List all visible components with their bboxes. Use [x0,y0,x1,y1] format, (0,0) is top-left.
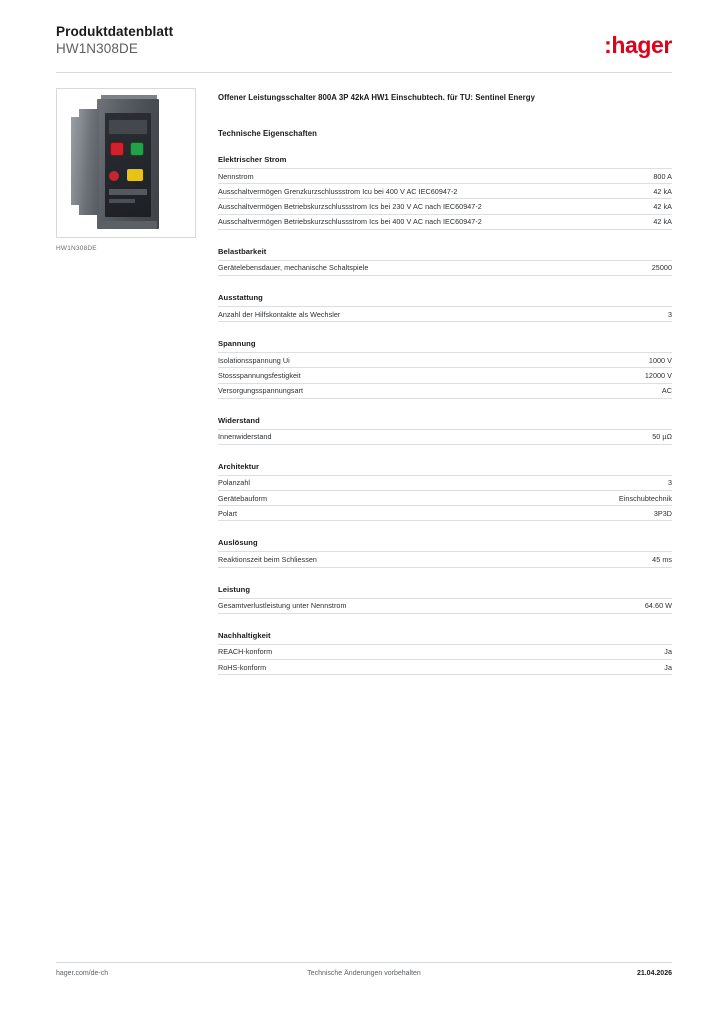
table-row [218,644,672,659]
spec-group [218,631,672,675]
spec-group [218,339,672,399]
spec-table [218,306,672,322]
spec-label: REACH-konform [218,647,273,657]
spec-value: 45 ms [652,555,672,565]
spec-label: Ausschaltvermögen Grenzkurzschlussstrom Icu bei 400 V AC IEC60947-2 [218,186,458,196]
spec-group-title: Elektrischer Strom [218,155,287,164]
hager-logo: :hager [604,32,672,58]
table-row [218,260,672,275]
table-row [218,429,672,444]
spec-label: Gerätebauform [218,493,267,503]
spec-value: 64.60 W [644,601,672,611]
spec-group [218,293,672,322]
table-row [218,306,672,321]
spec-table [218,168,672,230]
spec-label: Versorgungsspannungsart [218,386,304,396]
spec-label: Innenwiderstand [218,432,272,442]
spec-table [218,352,672,399]
table-row [218,353,672,368]
spec-value: 3P3D [653,508,672,518]
header-divider [56,72,672,73]
table-row [218,169,672,184]
spec-table [218,644,672,675]
spec-table [218,429,672,445]
table-row [218,199,672,214]
spec-label: Polart [218,508,238,518]
spec-group-title: Leistung [218,584,251,594]
spec-group-title: Nachhaltigkeit [218,630,271,640]
main-content [218,92,672,675]
footer-website-link[interactable]: hager.com/de-ch [56,970,109,977]
circuit-breaker-icon [65,95,189,233]
footer-divider [56,962,672,963]
spec-label: RoHS-konform [218,662,267,672]
spec-group-title: Belastbarkeit [218,246,267,256]
table-row [218,368,672,383]
table-row [218,491,672,506]
page-title: Produktdatenblatt [56,24,174,39]
spec-group-title: Auslösung [218,538,258,548]
technical-properties-heading: Technische Eigenschaften [218,129,317,138]
product-image [56,88,196,238]
footer-disclaimer: Technische Änderungen vorbehalten [307,970,421,977]
footer-date: 21.04.2026 [636,970,672,977]
table-row [218,660,672,675]
table-row [218,214,672,229]
table-row [218,383,672,398]
spec-value: AC [661,386,672,396]
spec-label: Nennstrom [218,171,254,181]
spec-value: 25000 [651,263,672,273]
spec-value: Einschubtechnik [618,493,672,503]
table-row [218,598,672,613]
spec-value: Ja [664,647,672,657]
spec-label: Gerätelebensdauer, mechanische Schaltspiele [218,263,369,273]
product-image-caption: HW1N308DE [56,245,97,252]
table-row [218,475,672,490]
spec-group-title: Architektur [218,461,260,471]
spec-value: 42 kA [653,201,672,211]
spec-group [218,155,672,230]
spec-table [218,475,672,522]
spec-value: 3 [667,478,672,488]
spec-value: 42 kA [653,217,672,227]
spec-group [218,247,672,276]
spec-label: Ausschaltvermögen Betriebskurzschlussstrom Ics bei 230 V AC nach IEC60947-2 [218,201,482,211]
product-reference: HW1N308DE [56,41,138,56]
table-row [218,184,672,199]
spec-label: Reaktionszeit beim Schliessen [218,555,317,565]
spec-value: 3 [667,309,672,319]
spec-group [218,462,672,522]
spec-value: 12000 V [644,370,672,380]
spec-group-title: Spannung [218,339,256,349]
spec-value: 50 µΩ [652,432,672,442]
spec-groups [218,155,672,675]
spec-label: Ausschaltvermögen Betriebskurzschlussstrom Ics bei 400 V AC nach IEC60947-2 [218,217,482,227]
table-row [218,506,672,521]
spec-table [218,260,672,276]
spec-value: 800 A [653,171,672,181]
spec-label: Stossspannungsfestigkeit [218,370,301,380]
spec-value: Ja [664,662,672,672]
spec-label: Isolationsspannung Ui [218,355,290,365]
spec-value: 42 kA [653,186,672,196]
product-description: Offener Leistungsschalter 800A 3P 42kA HW1 Einschubtech. für TU: Sentinel Energy [218,93,535,102]
spec-label: Polanzahl [218,478,251,488]
spec-table [218,551,672,567]
page-header [56,24,672,70]
spec-group [218,538,672,567]
spec-group-title: Ausstattung [218,292,263,302]
spec-value: 1000 V [648,355,672,365]
page-footer [56,970,672,984]
spec-group-title: Widerstand [218,415,260,425]
spec-group [218,585,672,614]
spec-table [218,598,672,614]
spec-label: Anzahl der Hilfskontakte als Wechsler [218,309,341,319]
table-row [218,552,672,567]
spec-group [218,416,672,445]
spec-label: Gesamtverlustleistung unter Nennstrom [218,601,347,611]
